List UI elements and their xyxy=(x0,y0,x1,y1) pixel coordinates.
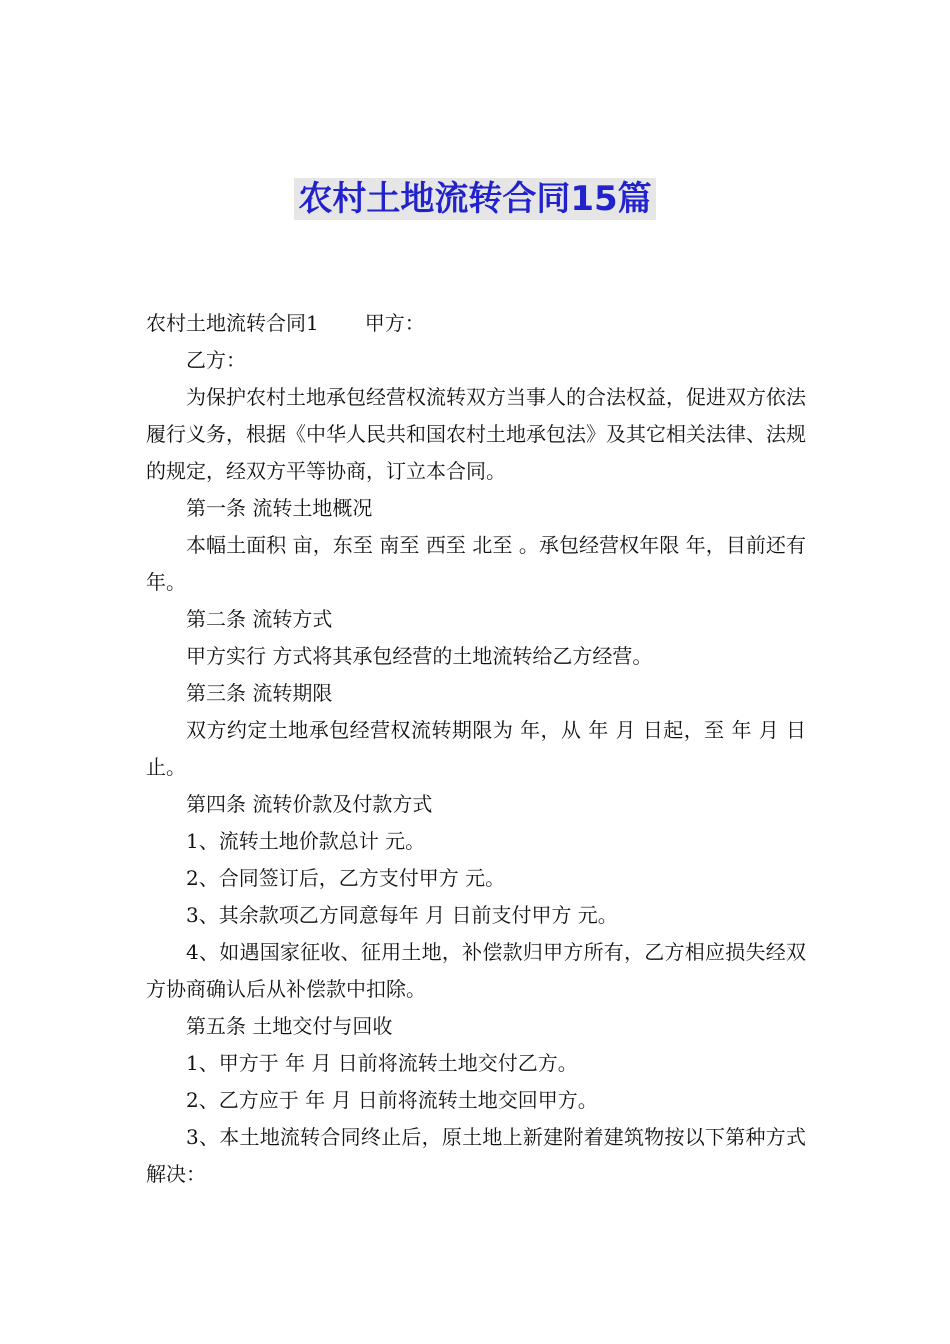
list-item: 4、如遇国家征收、征用土地，补偿款归甲方所有，乙方相应损失经双方协商确认后从补偿款中扣除。 xyxy=(146,940,806,1001)
section-heading: 第四条 流转价款及付款方式 xyxy=(186,792,433,816)
paragraph: 为保护农村土地承包经营权流转双方当事人的合法权益，促进双方依法履行义务，根据《中华人民共和国农村土地承包法》及其它相关法律、法规的规定，经双方平等协商，订立本合同。 xyxy=(146,385,806,483)
contract-heading: 农村土地流转合同1 xyxy=(146,311,319,335)
list-item: 3、其余款项乙方同意每年 月 日前支付甲方 元。 xyxy=(186,903,618,927)
section-heading: 第五条 土地交付与回收 xyxy=(186,1014,393,1038)
contract-heading-line xyxy=(146,305,806,342)
document-title: 农村土地流转合同15篇 xyxy=(294,178,655,220)
list-item: 2、合同签订后，乙方支付甲方 元。 xyxy=(186,866,506,890)
list-item: 3、本土地流转合同终止后，原土地上新建附着建筑物按以下第种方式解决： xyxy=(146,1125,806,1186)
list-item: 2、乙方应于 年 月 日前将流转土地交回甲方。 xyxy=(186,1088,598,1112)
paragraph: 双方约定土地承包经营权流转期限为 年，从 年 月 日起，至 年 月 日止。 xyxy=(146,718,806,779)
list-item: 1、流转土地价款总计 元。 xyxy=(186,829,426,853)
document-body xyxy=(146,305,806,1193)
section-heading: 第一条 流转土地概况 xyxy=(186,496,373,520)
paragraph: 本幅土面积 亩，东至 南至 西至 北至 。承包经营权年限 年，目前还有 年。 xyxy=(146,533,806,594)
section-heading: 第二条 流转方式 xyxy=(186,607,333,631)
list-item: 1、甲方于 年 月 日前将流转土地交付乙方。 xyxy=(186,1051,578,1075)
party-a-label: 甲方： xyxy=(364,311,425,335)
title-container xyxy=(0,178,950,220)
paragraph: 甲方实行 方式将其承包经营的土地流转给乙方经营。 xyxy=(186,644,653,668)
paragraph: 乙方： xyxy=(186,348,246,372)
section-heading: 第三条 流转期限 xyxy=(186,681,333,705)
